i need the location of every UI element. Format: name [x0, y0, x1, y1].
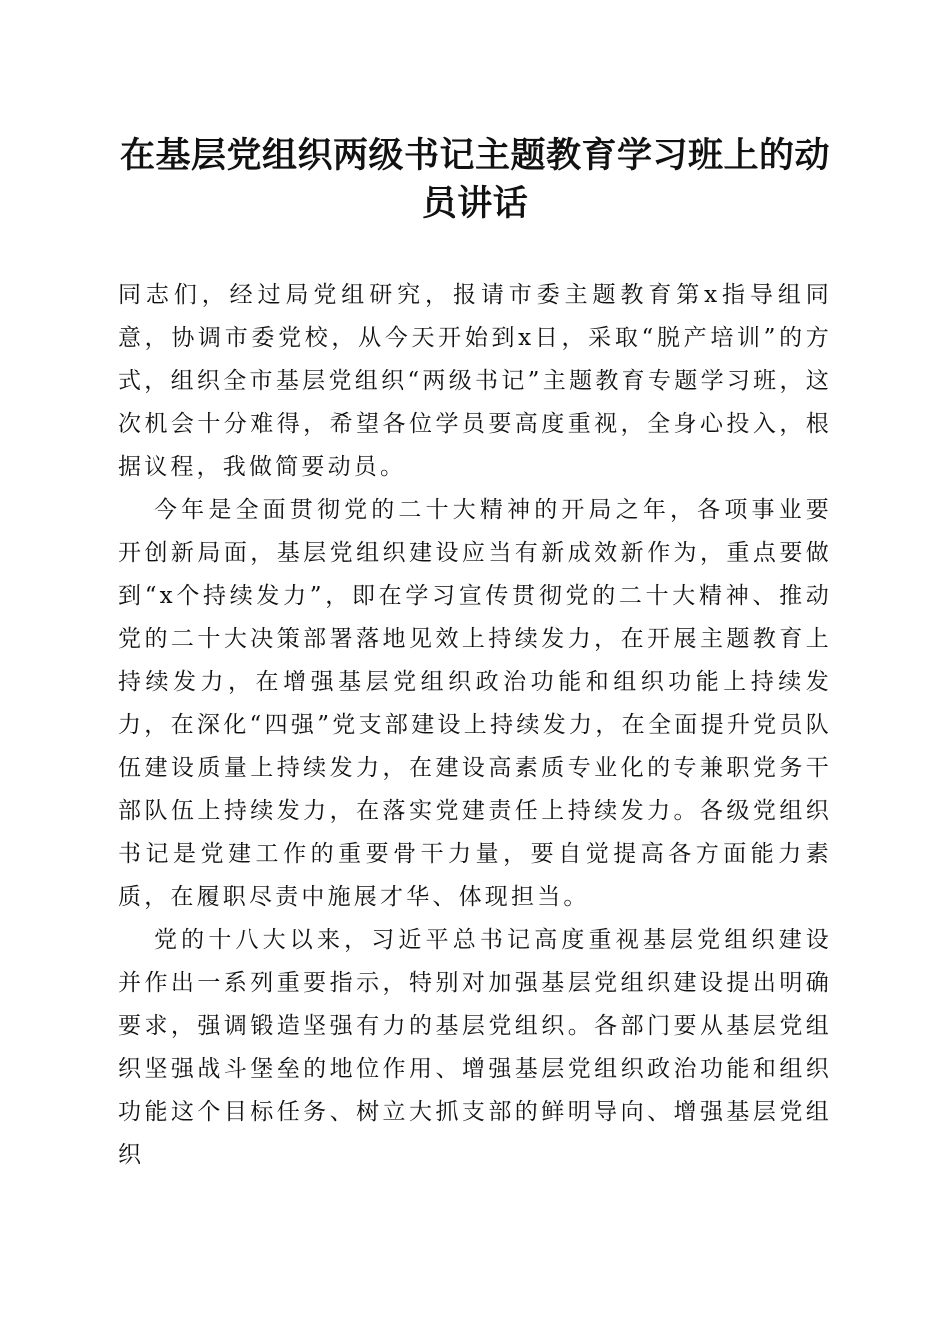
- paragraph-background: 党的十八大以来，习近平总书记高度重视基层党组织建设并作出一系列重要指示，特别对加强基层党组织建设提出明确要求，强调锻造坚强有力的基层党组织。各部门要从基层党组织坚强战斗堡垒的地位作用、增强基层党组织政治功能和组织功能这个目标任务、树立大抓支部的鲜明导向、增强基层党组织: [118, 927, 832, 1168]
- paragraph-focus: 今年是全面贯彻党的二十大精神的开局之年，各项事业要开创新局面，基层党组织建设应当有新成效新作为，重点要做到“x个持续发力”，即在学习宣传贯彻党的二十大精神、推动党的二十大决策部署落地见效上持续发力，在开展主题教育上持续发力，在增强基层党组织政治功能和组织功能上持续发力，在深化“四强”党支部建设上持续发力，在全面提升党员队伍建设质量上持续发力，在建设高素质专业化的专兼职党务干部队伍上持续发力，在落实党建责任上持续发力。各级党组织书记是党建工作的重要骨干力量，要自觉提高各方面能力素质，在履职尽责中施展才华、体现担当。: [118, 497, 832, 910]
- document-title: 在基层党组织两级书记主题教育学习班上的动员讲话: [119, 135, 830, 224]
- document-body: [118, 274, 832, 1177]
- paragraph-opening: 同志们，经过局党组研究，报请市委主题教育第x指导组同意，协调市委党校，从今天开始到x日，采取“脱产培训”的方式，组织全市基层党组织“两级书记”主题教育专题学习班，这次机会十分难得，希望各位学员要高度重视，全身心投入，根据议程，我做简要动员。: [118, 282, 832, 480]
